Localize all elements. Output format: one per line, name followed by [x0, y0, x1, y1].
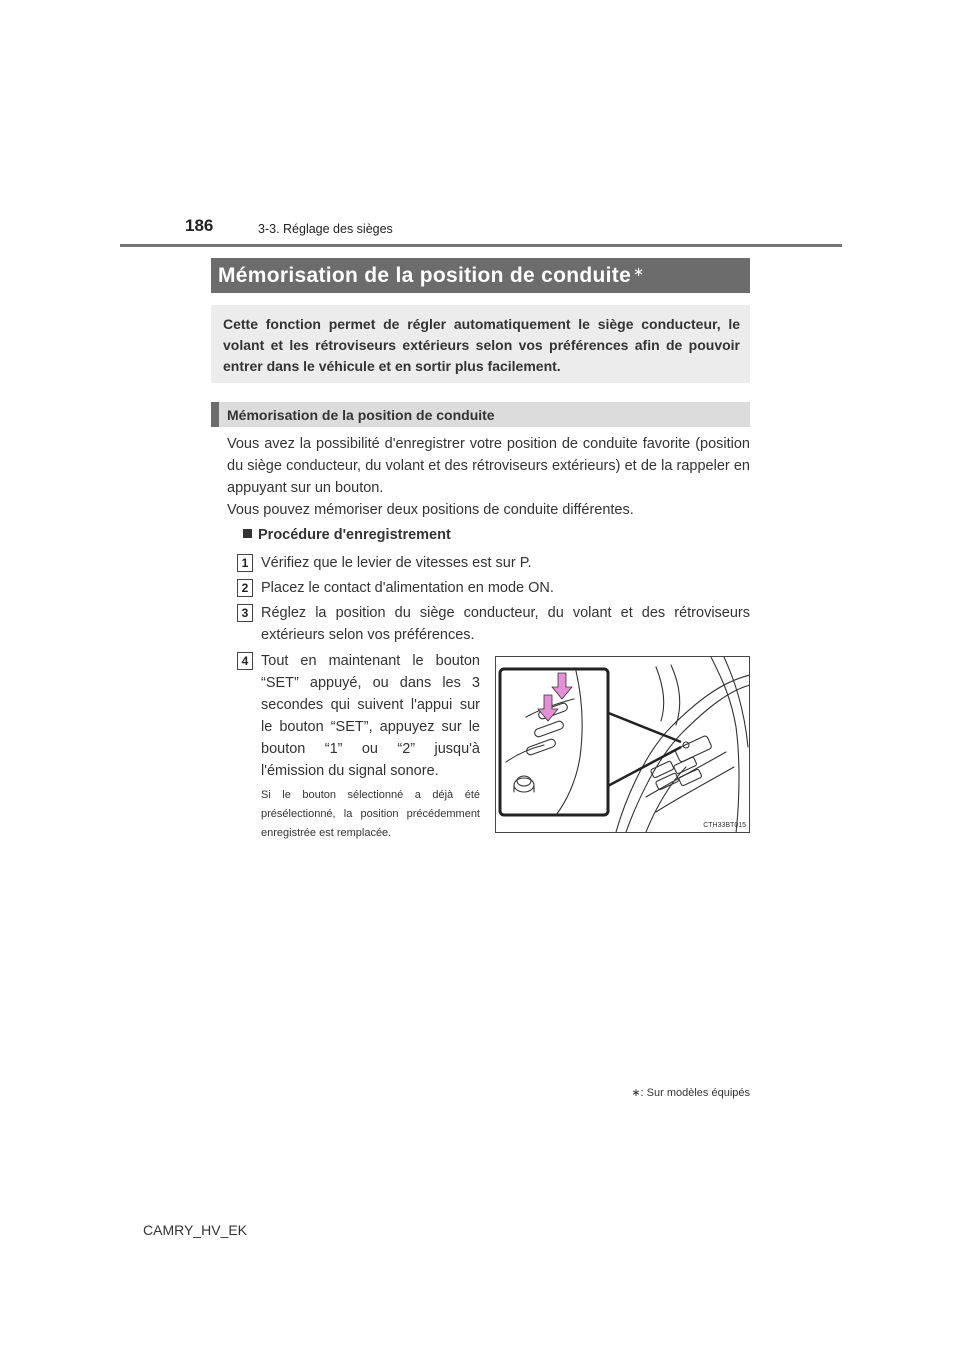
step-1-text: Vérifiez que le levier de vitesses est sur P. — [261, 555, 532, 571]
page-title-text: Mémorisation de la position de conduite — [218, 263, 632, 287]
square-bullet-icon — [243, 529, 252, 538]
step-4-note: Si le bouton sélectionné a déjà été présélectionné, la position précédemment enregistrée est remplacée. — [261, 789, 480, 839]
document-footer: CAMRY_HV_EK — [143, 1222, 248, 1238]
subheading: Mémorisation de la position de conduite — [211, 402, 750, 427]
figure-code: CTH33BT015 — [703, 822, 746, 829]
intro-box: Cette fonction permet de régler automatiquement le siège conducteur, le volant et les rétroviseurs extérieurs selon vos préférences afin de pouvoir entrer dans le véhicule et en sortir plus facilement. — [211, 305, 750, 383]
procedure-heading-text: Procédure d'enregistrement — [258, 527, 451, 543]
step-2-number: 2 — [237, 579, 253, 597]
step-1-number: 1 — [237, 554, 253, 572]
title-footnote-marker: ∗ — [633, 263, 644, 279]
door-panel-drawing — [496, 657, 750, 833]
step-3-number: 3 — [237, 604, 253, 622]
paragraph-1: Vous avez la possibilité d'enregistrer votre position de conduite favorite (position du siège conducteur, du volant et des rétroviseurs extérieurs) et de la rappeler en appuyant sur un bouton. — [227, 436, 750, 496]
step-3-text: Réglez la position du siège conducteur, du volant et des rétroviseurs extérieurs selon vos préférences. — [261, 605, 750, 643]
header-divider — [120, 244, 842, 247]
step-4-text: Tout en maintenant le bouton “SET” appuyé, ou dans les 3 secondes qui suivent l'appui sur le bouton “SET”, appuyez sur le bouton “1” ou “2” jusqu'à l'émission du signal sonore. — [261, 653, 480, 779]
page-number: 186 — [185, 216, 214, 235]
section-reference: 3-3. Réglage des sièges — [258, 222, 393, 236]
procedure-heading — [243, 527, 451, 543]
page-title — [211, 258, 750, 293]
step-4-number: 4 — [237, 652, 253, 670]
door-memory-buttons-illustration — [495, 656, 750, 833]
footnote: ∗: Sur modèles équipés — [631, 1087, 750, 1099]
paragraph-2: Vous pouvez mémoriser deux positions de conduite différentes. — [227, 502, 634, 518]
step-2-text: Placez le contact d'alimentation en mode ON. — [261, 580, 554, 596]
